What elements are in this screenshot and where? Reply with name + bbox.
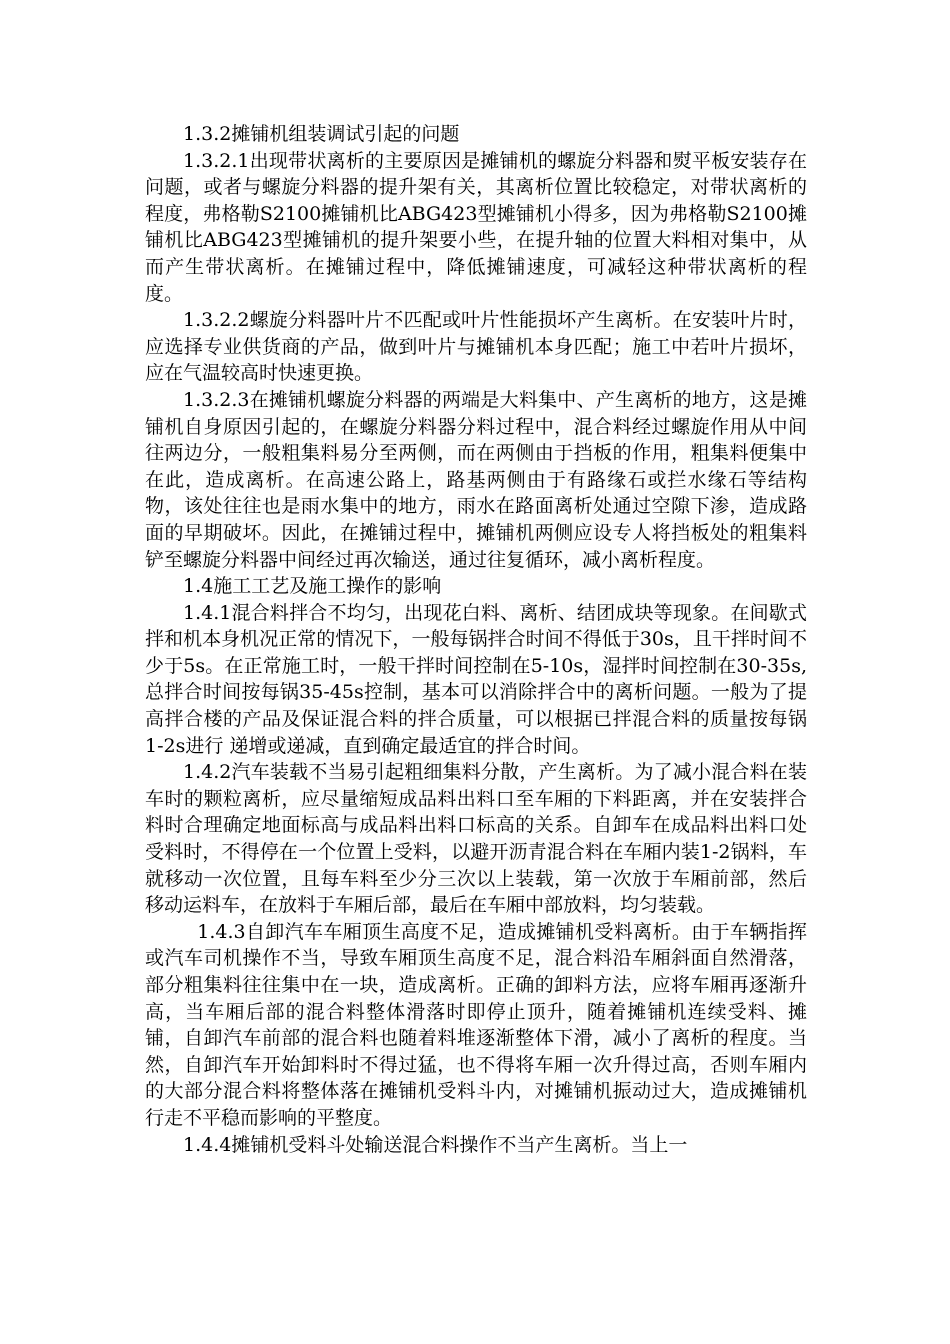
paragraph-1-3-2-3: 1.3.2.3在摊铺机螺旋分料器的两端是大料集中、产生离析的地方，这是摊铺机自身原因引起的，在螺旋分料器分料过程中，混合料经过螺旋作用从中间往两边分，一般粗集料易分至两侧，而在两侧由于挡板的作用，粗集料便集中在此，造成离析。在高速公路上，路基两侧由于有路缘石或拦水缘石等结构物，该处往往也是雨水集中的地方，雨水在路面离析处通过空隙下渗，造成路面的早期破坏。因此，在摊铺过程中，摊铺机两侧应设专人将挡板处的粗集料铲至螺旋分料器中间经过再次输送，通过往复循环，减小离析程度。 [145,388,807,571]
paragraph-1-3-2-1: 1.3.2.1出现带状离析的主要原因是摊铺机的螺旋分料器和熨平板安装存在问题，或者与螺旋分料器的提升架有关，其离析位置比较稳定，对带状离析的程度，弗格勒S2100摊铺机比ABG423型摊铺机小得多，因为弗格勒S2100摊铺机比ABG423型摊铺机的提升架要小些，在提升轴的位置大料相对集中，从而产生带状离析。在摊铺过程中，降低摊铺速度，可减轻这种带状离析的程度。 [145,149,807,305]
paragraph-1-4-3: 1.4.3自卸汽车车厢顶生高度不足，造成摊铺机受料离析。由于车辆指挥或汽车司机操作不当，导致车厢顶生高度不足，混合料沿车厢斜面自然滑落，部分粗集料往往集中在一块，造成离析。正确的卸料方法，应将车厢再逐渐升高，当车厢后部的混合料整体滑落时即停止顶升，随着摊铺机连续受料、摊铺，自卸汽车前部的混合料也随着料堆逐渐整体下滑，减小了离析的程度。当然，自卸汽车开始卸料时不得过猛，也不得将车厢一次升得过高，否则车厢内的大部分混合料将整体落在摊铺机受料斗内，对摊铺机振动过大，造成摊铺机行走不平稳而影响的平整度。 [145,920,807,1129]
paragraph-1-4-2: 1.4.2汽车装载不当易引起粗细集料分散，产生离析。为了减小混合料在装车时的颗粒离析，应尽量缩短成品料出料口至车厢的下料距离，并在安装拌合料时合理确定地面标高与成品料出料口标高的关系。自卸车在成品料出料口处受料时，不得停在一个位置上受料，以避开沥青混合料在车厢内装1-2锅料，车就移动一次位置，且每车料至少分三次以上装载，第一次放于车厢前部，然后移动运料车，在放料于车厢后部，最后在车厢中部放料，均匀装载。 [145,761,807,917]
section-heading-1-3-2: 1.3.2摊铺机组装调试引起的问题 [183,123,460,145]
section-heading-1-4: 1.4施工工艺及施工操作的影响 [183,575,442,598]
paragraph-1-4-1: 1.4.1混合料拌合不均匀，出现花白料、离析、结团成块等现象。在间歇式拌和机本身机况正常的情况下，一般每锅拌合时间不得低于30s，且干拌时间不少于5s。在正常施工时，一般干拌时间控制在5-10s，湿拌时间控制在30-35s,总拌合时间按每锅35-45s控制，基本可以消除拌合中的离析问题。一般为了提高拌合楼的产品及保证混合料的拌合质量，可以根据已拌混合料的质量按每锅1-2s进行 递增或递减，直到确定最适宜的拌合时间。 [145,601,807,757]
paragraph-1-4-4: 1.4.4摊铺机受料斗处输送混合料操作不当产生离析。当上一 [183,1133,688,1156]
paragraph-1-3-2-2: 1.3.2.2螺旋分料器叶片不匹配或叶片性能损坏产生离析。在安装叶片时，应选择专业供货商的产品，做到叶片与摊铺机本身匹配；施工中若叶片损坏，应在气温较高时快速更换。 [145,309,807,385]
document-page [145,121,807,1158]
